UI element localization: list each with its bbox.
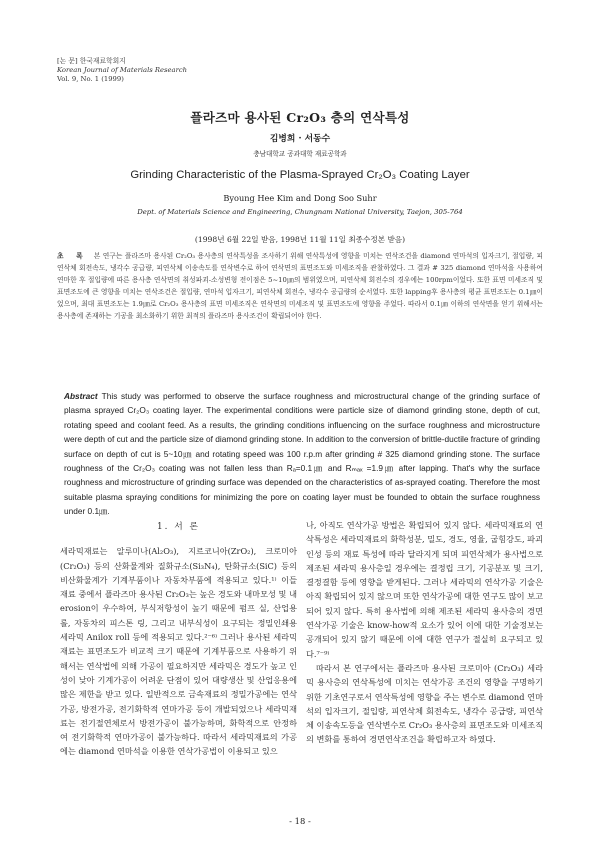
title-korean: 플라즈마 용사된 Cr₂O₃ 층의 연삭특성 xyxy=(190,110,410,125)
body-paragraph: 따라서 본 연구에서는 플라즈마 용사된 크로미아 (Cr₂O₃) 세라믹 용사층의 연삭특성에 미치는 연삭가공 조건의 영향을 구명하기 위한 기초연구로서 연삭특성에 영향을 주는 변수로 diamond 연마석의 입자크기, 절입량, 피연삭체 회전속도, 냉각수 공급량, 피연삭체 이송속도등을 연삭변수로 Cr₂O₃ 용사층의 표면조도와 미세조직의 변화를 통하여 경면연삭조건을 확립하고자 하였다. xyxy=(306,662,543,745)
body-column-right xyxy=(306,518,543,747)
journal-name: Korean Journal of Materials Research xyxy=(57,66,188,74)
abstract-korean xyxy=(57,250,543,322)
abstract-english-label: Abstract xyxy=(64,391,98,401)
authors-english: Byoung Hee Kim and Dong Soo Suhr xyxy=(223,193,377,203)
received-dates: (1998년 6월 22일 받음, 1998년 11월 11일 최종수정본 받음) xyxy=(194,235,406,244)
body-paragraph: 나, 아직도 연삭가공 방법은 확립되어 있지 않다. 세라믹재료의 연삭특성은 세라믹재료의 화학성분, 밀도, 경도, 영율, 굽힘강도, 파괴인성 등의 재료 특성에 따라 달라지게 되며 피연삭체가 용사법으로 제조된 세라믹 용사층일 경우에는 결정립 크기, 기공분포 및 크기, 결정결함 등에 영향을 받게된다. 그러나 세라믹의 연삭가공 기술은 아직 확립되어 있지 않으며 또한 연삭가공에 대한 연구도 많이 보고되어 있지 않다. 특히 용사법에 의해 제조된 세라믹 용사층의 경면 연삭가공 기술은 know-how적 요소가 있어 이에 대한 기술정보는 공개되어 있지 않기 때문에 이에 대한 연구가 절실히 요구되고 있다.⁷⁻⁹⁾ xyxy=(306,520,543,659)
body-paragraph: 세라믹재료는 알루미나(Al₂O₃), 지르코니아(ZrO₂), 크로미아(Cr₂O₃) 등의 산화물계와 질화규소(Si₃N₄), 탄화규소(SiC) 등의 비산화물계가 기계부품이나 자동차부품에 적용되고 있다.¹⁾ 이들 재료 중에서 플라즈마 용사된 Cr₂O₃는 높은 경도와 내마모성 및 내 erosion이 우수하여, 부식저항성이 높기 때문에 펌프 실, 산업용 롤, 자동차의 피스톤 링, 그리고 내부식성이 요구되는 정밀인쇄용 세라믹 Anilox roll 등에 적용되고 있다.²⁻⁶⁾ 그러나 용사된 세라믹재료는 표면조도가 비교적 크기 때문에 기계부품으로 사용하기 위해서는 연삭법에 의해 가공이 필요하지만 세라믹은 경도가 높고 인성이 낮아 기계가공이 어려운 단점이 있어 대량생산 및 산업응용에 많은 제한을 받고 있다. 일반적으로 금속재료의 정밀가공에는 연삭가공, 방전가공, 전기화학적 연마가공 등이 개발되었으나 세라믹재료는 전기절연체로서 방전가공이 불가능하며, 화학적으로 안정하여 전기화학적 연마가공이 불가능하다. 따라서 세라믹재료의 가공에는 diamond 연마석을 이용한 연삭가공법이 이용되고 있으 xyxy=(60,546,297,757)
page-number: - 18 - xyxy=(289,816,311,826)
authors-korean: 김병희 · 서동수 xyxy=(269,134,331,144)
title-english: Grinding Characteristic of the Plasma-Sprayed Cr₂O₃ Coating Layer xyxy=(130,169,470,181)
section-heading-introduction: 1. 서 론 xyxy=(157,522,200,532)
affiliation-korean: 충남대학교 공과대학 재료공학과 xyxy=(253,150,347,158)
journal-category: [논 문] 한국재료학회지 xyxy=(57,57,126,65)
body-column-left xyxy=(60,518,297,759)
abstract-korean-text: 본 연구는 플라즈마 용사된 Cr₂O₃ 용사층의 연삭특성을 조사하기 위해 연삭특성에 영향을 미치는 연삭조건을 diamond 연마석의 입자크기, 절입량, 피연삭체 회전속도, 냉각수 공급량, 피연삭체 이송속도를 연삭변수로 하여 연삭면의 표면조도와 미세조직을 관찰하였다. 그 결과 # 325 diamond 연마석을 사용하여 연마한 후 절입량에 따른 용사층 연삭면의 취성파괴-소성변형 전이점은 5~10㎛의 범위였으며, 피연삭체 회전수의 경우에는 100rpm이었다. 또한 표면 미세조직 및 표면조도에 큰 영향을 미치는 연삭조건은 절입량, 연마석 입자크기, 피연삭체 회전수, 냉각수 공급량의 순서였다. 또한 lapping후 용사층의 평균 표면조도는 0.1㎛이었으며, 최대 표면조도는 1.9㎛로 Cr₂O₃ 용사층의 표면 미세조직은 연삭면의 미세조직 및 표면조도에 영향을 주었다. 따라서 0.1㎛ 이하의 연삭면을 얻기 위해서는 용사층에 존재하는 기공을 최소화하기 위한 최적의 플라즈마 용사조건이 확립되어야 한다. xyxy=(57,252,544,320)
journal-header xyxy=(57,57,257,84)
abstract-english-text: This study was performed to observe the surface roughness and microstructural change of the grinding surface of plasma sprayed Cr₂O₃ coating layer. The experimental conditions were particle size of diamond grinding stone, depth of cut, rotating speed and coolant feed. As a results, the grinding conditions influencing on the surface roughness and microstructure were depth of cut and the particle size of diamond grinding stone. In addition to the conversion of brittle-ductile fracture of grinding surface on depth of cut is 5~10㎛ and rotating speed was 100 r.p.m after grinding # 325 diamond grinding stone. The surface roughness of the Cr₂O₃ coating was not fallen less than Rₐ=0.1㎛ and Rₘₐₓ =1.9㎛ after lapping. That's why the surface roughness and microstructure of grinding surface was depended on the characteristics of as-sprayed coating. Therefore the most suitable plasma spraying conditions for minimizing the pore on coating layer must be founded to obtain the surface roughness under 0.1㎛. xyxy=(64,391,540,517)
abstract-korean-label: 초 록 xyxy=(57,252,88,260)
journal-volume: Vol. 9, No. 1 (1999) xyxy=(57,75,124,83)
affiliation-english: Dept. of Materials Science and Engineering, Chungnam National University, Taejon, 305-764 xyxy=(137,208,463,216)
abstract-english xyxy=(64,389,540,519)
